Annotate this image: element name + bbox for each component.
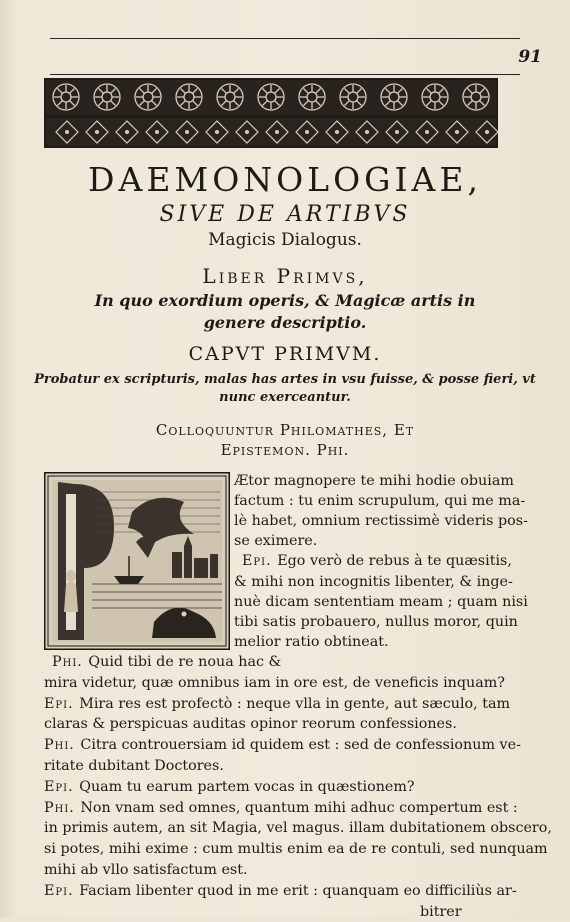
text-line: ritate dubitant Doctores. bbox=[44, 758, 224, 774]
text-line: factum : tu enim scrupulum, qui me ma- bbox=[234, 493, 526, 510]
text-line: nuè dicam sententiam meam ; quam nisi bbox=[234, 593, 528, 610]
text-line: mihi ab vllo satisfactum est. bbox=[44, 862, 248, 878]
lattice-dot bbox=[455, 130, 459, 134]
book-subtitle-2: Magicis Dialogus. bbox=[208, 230, 362, 250]
text-line: se eximere. bbox=[234, 533, 318, 550]
book-heading: Liber Primvs, bbox=[202, 264, 368, 288]
lattice-dot bbox=[185, 130, 189, 134]
argument-line: nunc exerceantur. bbox=[219, 390, 351, 405]
ornamental-headpiece bbox=[44, 78, 498, 148]
chapter-argument bbox=[0, 371, 570, 407]
text-line: mira videtur, quæ omnibus iam in ore est, de veneficis inquam? bbox=[44, 674, 505, 691]
lattice-dot bbox=[275, 130, 279, 134]
lattice-dot bbox=[395, 130, 399, 134]
text-line: Phi. Citra controuersiam id quidem est : sed de confessionum ve- bbox=[44, 737, 521, 754]
header-rule bbox=[50, 74, 520, 75]
book-description bbox=[0, 290, 570, 334]
lattice-dot bbox=[215, 130, 219, 134]
speakers-line bbox=[0, 420, 570, 460]
text-line: melior ratio obtineat. bbox=[234, 633, 389, 650]
top-rule bbox=[50, 38, 520, 39]
page-number: 91 bbox=[518, 47, 542, 67]
text-line: in primis autem, an sit Magia, vel magus. illam dubitationem obscero, bbox=[44, 820, 552, 837]
lattice-dot bbox=[95, 130, 99, 134]
text-line: Epi. Faciam libenter quod in me erit : quanquam eo difficiliùs ar- bbox=[44, 882, 517, 899]
lattice-dot bbox=[485, 130, 489, 134]
speakers-line-1: Colloquuntur Philomathes, Et bbox=[155, 421, 415, 439]
text-line: si potes, mihi exime : cum multis enim ea de re contuli, sed nunquam bbox=[44, 841, 548, 858]
woodcut-initial-illustration bbox=[44, 472, 230, 650]
lattice-dot bbox=[365, 130, 369, 134]
lattice-dot bbox=[335, 130, 339, 134]
argument-line: Probatur ex scripturis, malas has artes in vsu fuisse, & posse fieri, vt bbox=[34, 372, 536, 387]
text-line: Ætor magnopere te mihi hodie obuiam bbox=[234, 473, 514, 489]
text-line: Epi. Ego verò de rebus à te quæsitis, bbox=[242, 553, 512, 570]
description-line: In quo exordium operis, & Magicæ artis in bbox=[94, 291, 476, 310]
text-line: claras & perspicuas auditas opinor reorum confessiones. bbox=[44, 716, 457, 733]
lattice-dot bbox=[125, 130, 129, 134]
lattice-dot bbox=[305, 130, 309, 134]
book-title: DAEMONOLOGIAE, bbox=[88, 160, 482, 199]
speakers-line-2: Epistemon. Phi. bbox=[220, 441, 350, 459]
text-line: Epi. Mira res est profectò : neque vlla in gente, aut sæculo, tam bbox=[44, 695, 511, 712]
text-line: tibi satis probauero, nullus moror, quin bbox=[234, 613, 518, 630]
description-line: genere descriptio. bbox=[203, 313, 367, 332]
text-line: Epi. Quam tu earum partem vocas in quæstionem? bbox=[44, 778, 415, 795]
lattice-dot bbox=[425, 130, 429, 134]
lattice-dot bbox=[65, 130, 69, 134]
lattice-dot bbox=[155, 130, 159, 134]
chapter-heading: CAPVT PRIMVM. bbox=[188, 343, 382, 365]
text-line: Phi. Non vnam sed omnes, quantum mihi adhuc compertum est : bbox=[44, 799, 518, 816]
text-line: & mihi non incognitis libenter, & inge- bbox=[234, 573, 513, 590]
lattice-dot bbox=[245, 130, 249, 134]
text-line: lè habet, omnium rectissimè videris pos- bbox=[234, 513, 528, 530]
text-line: Phi. Quid tibi de re noua hac & bbox=[52, 654, 282, 670]
text-line: bitrer bbox=[420, 903, 462, 920]
book-subtitle: SIVE DE ARTIBVS bbox=[159, 202, 411, 227]
